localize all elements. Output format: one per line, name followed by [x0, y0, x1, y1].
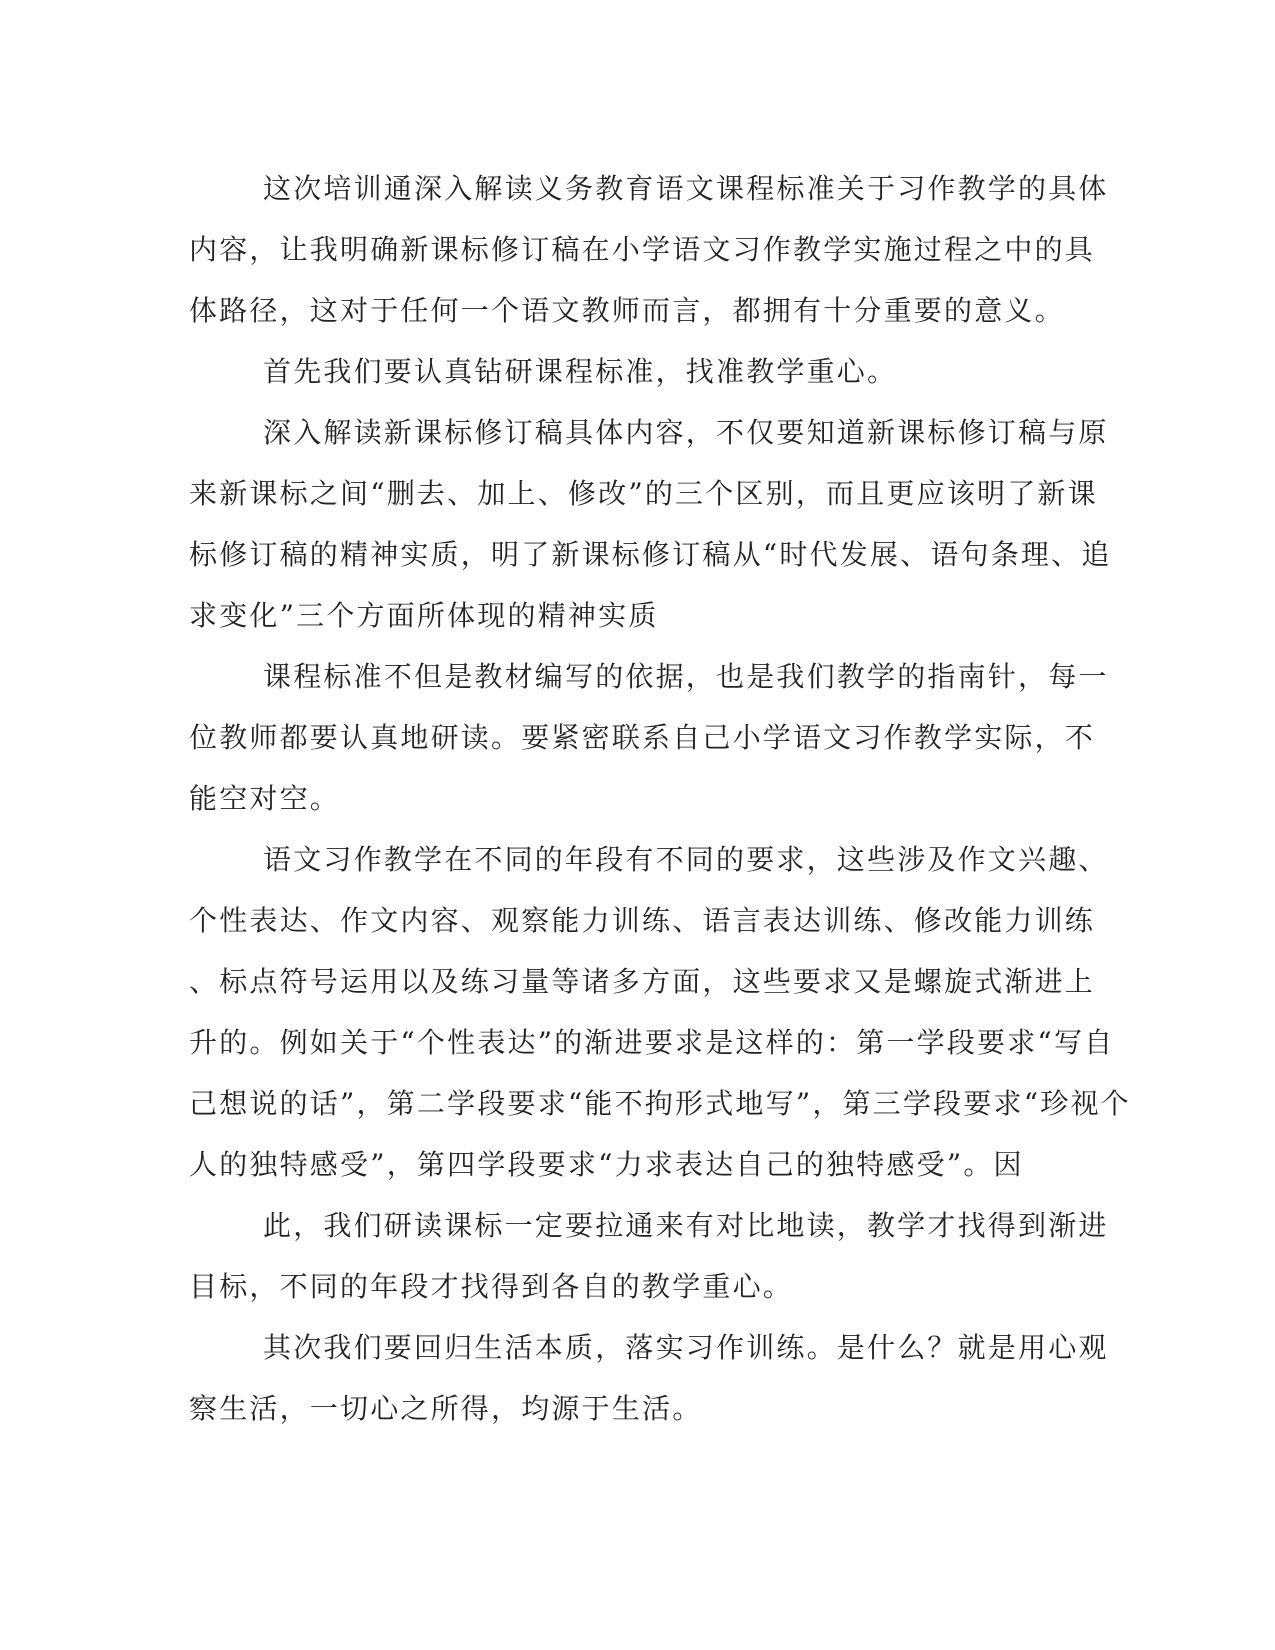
text-line: 升的。例如关于“个性表达”的渐进要求是这样的：第一学段要求“写自	[189, 1026, 1115, 1059]
text-line: 、标点符号运用以及练习量等诸多方面，这些要求又是螺旋式渐进上	[189, 965, 1096, 998]
text-line: 此，我们研读课标一定要拉通来有对比地读，教学才找得到渐进	[263, 1209, 1109, 1242]
paragraph-7	[189, 1317, 1109, 1439]
text-line: 己想说的话”，第二学段要求“能不拘形式地写”，第三学段要求“珍视个	[189, 1087, 1131, 1120]
text-line: 这次培训通深入解读义务教育语文课程标准关于习作教学的具体	[263, 172, 1109, 205]
text-line: 个性表达、作文内容、观察能力训练、语言表达训练、修改能力训练	[189, 904, 1096, 937]
paragraph-5	[189, 829, 1131, 1195]
text-line: 求变化”三个方面所体现的精神实质	[189, 599, 659, 632]
text-line: 能空对空。	[189, 782, 341, 815]
text-line: 体路径，这对于任何一个语文教师而言，都拥有十分重要的意义。	[189, 294, 1065, 327]
text-line: 语文习作教学在不同的年段有不同的要求，这些涉及作文兴趣、	[263, 843, 1109, 876]
paragraph-2	[189, 341, 1079, 402]
text-line: 其次我们要回归生活本质，落实习作训练。是什么？就是用心观	[263, 1331, 1109, 1364]
paragraph-4	[189, 646, 1109, 829]
paragraph-6	[189, 1195, 1109, 1317]
text-line: 标修订稿的精神实质，明了新课标修订稿从“时代发展、语句条理、追	[189, 538, 1112, 571]
document-body	[189, 158, 1131, 1439]
text-line: 来新课标之间“删去、加上、修改”的三个区别，而且更应该明了新课	[189, 477, 1098, 510]
text-line: 目标，不同的年段才找得到各自的教学重心。	[189, 1270, 794, 1303]
text-line: 人的独特感受”，第四学段要求“力求表达自己的独特感受”。因	[189, 1148, 1024, 1181]
text-line: 内容，让我明确新课标修订稿在小学语文习作教学实施过程之中的具	[189, 233, 1096, 266]
text-line: 首先我们要认真钻研课程标准，找准教学重心。	[263, 355, 898, 388]
text-line: 察生活，一切心之所得，均源于生活。	[189, 1392, 703, 1425]
text-line: 深入解读新课标修订稿具体内容，不仅要知道新课标修订稿与原	[263, 416, 1109, 449]
text-line: 位教师都要认真地研读。要紧密联系自己小学语文习作教学实际，不	[189, 721, 1096, 754]
paragraph-1	[189, 158, 1109, 341]
paragraph-3	[189, 402, 1112, 646]
text-line: 课程标准不但是教材编写的依据，也是我们教学的指南针，每一	[263, 660, 1109, 693]
